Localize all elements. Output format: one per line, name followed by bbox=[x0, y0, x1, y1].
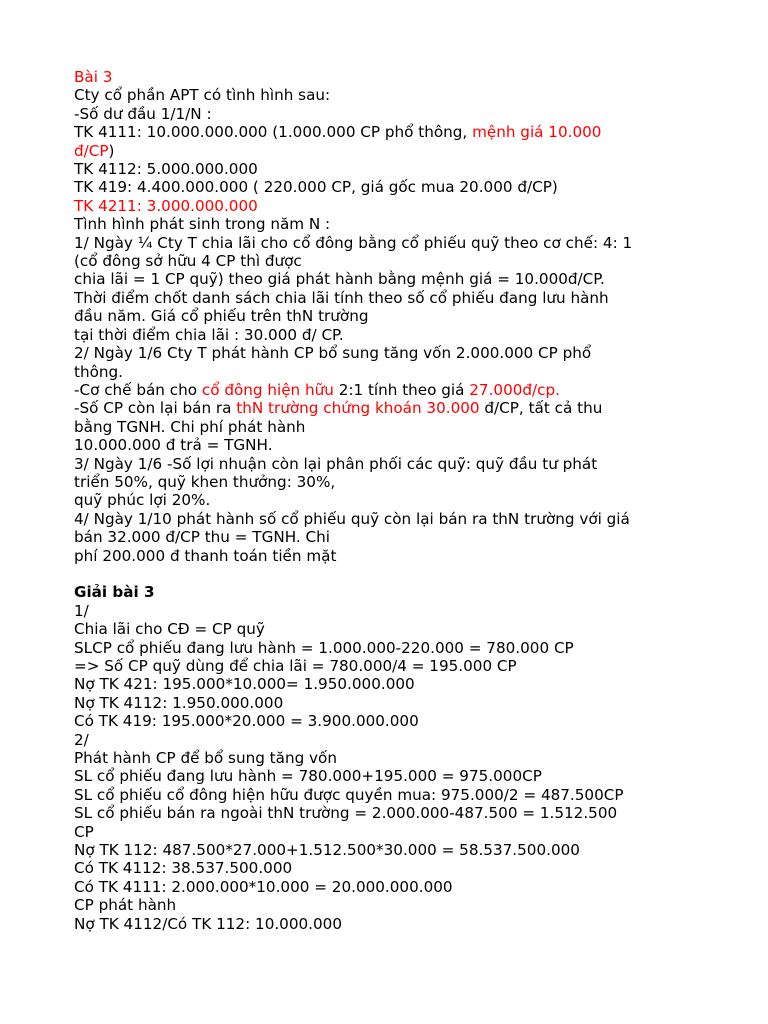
journal-entry: Nợ TK 4112/Có TK 112: 10.000.000 bbox=[74, 914, 342, 933]
item1-line: tại thời điểm chia lãi : 30.000 đ/ CP. bbox=[74, 325, 344, 344]
item2-remaining-tail: đ/CP, tất cả thu bbox=[479, 399, 603, 418]
problem-title: Bài 3 bbox=[74, 68, 113, 86]
item1-line: (cổ đông sở hữu 4 CP thì được bbox=[74, 252, 302, 271]
item2-line: 2/ Ngày 1/6 Cty T phát hành CP bổ sung tăng vốn 2.000.000 CP phổ bbox=[74, 344, 592, 363]
solution-line: CP bbox=[74, 822, 94, 841]
item2-line: bằng TGNH. Chi phí phát hành bbox=[74, 417, 306, 436]
solution-line: CP phát hành bbox=[74, 896, 177, 915]
tk4111-text: TK 4111: 10.000.000.000 (1.000.000 CP phổ thông, bbox=[74, 123, 473, 142]
tk419-line: TK 419: 4.400.000.000 ( 220.000 CP, giá gốc mua 20.000 đ/CP) bbox=[74, 178, 558, 197]
item2-mechanism-line bbox=[74, 381, 694, 399]
solution-line: Phát hành CP để bổ sung tăng vốn bbox=[74, 749, 337, 768]
problem-intro: Cty cổ phần APT có tình hình sau: bbox=[74, 86, 331, 105]
tk4111-par-unit: đ/CP bbox=[74, 141, 109, 160]
tk4111-par-value: mệnh giá 10.000 bbox=[472, 123, 602, 142]
solution-step-heading: 1/ bbox=[74, 601, 89, 620]
item3-line: triển 50%, quỹ khen thưởng: 30%, bbox=[74, 472, 336, 491]
solution-title: Giải bài 3 bbox=[74, 583, 155, 602]
item1-line: 1/ Ngày ¼ Cty T chia lãi cho cổ đông bằng cổ phiếu quỹ theo cơ chế: 4: 1 bbox=[74, 233, 633, 252]
solution-line: SL cổ phiếu cổ đông hiện hữu được quyền mua: 975.000/2 = 487.500CP bbox=[74, 785, 624, 804]
solution-step-heading: 2/ bbox=[74, 730, 89, 749]
item3-line: 3/ Ngày 1/6 -Số lợi nhuận còn lại phân phối các quỹ: quỹ đầu tư phát bbox=[74, 454, 598, 473]
item2-mechanism-text: -Cơ chế bán cho bbox=[74, 380, 202, 399]
item1-line: đầu năm. Giá cổ phiếu trên thN trường bbox=[74, 307, 369, 326]
existing-shareholders-highlight: cổ đông hiện hữu bbox=[201, 380, 334, 399]
item4-line: bán 32.000 đ/CP thu = TGNH. Chi bbox=[74, 528, 330, 547]
journal-entry: Nợ TK 421: 195.000*10.000= 1.950.000.000 bbox=[74, 675, 415, 694]
journal-entry: Nợ TK 4112: 1.950.000.000 bbox=[74, 693, 284, 712]
stock-market-highlight: thN trường chứng khoán 30.000 bbox=[236, 399, 480, 418]
during-year-heading: Tình hình phát sinh trong năm N : bbox=[74, 215, 331, 234]
item2-remaining-text: -Số CP còn lại bán ra bbox=[74, 399, 237, 418]
item2-mechanism-ratio: 2:1 tính theo giá bbox=[333, 380, 470, 399]
document-body bbox=[74, 68, 694, 933]
journal-entry: Có TK 4111: 2.000.000*10.000 = 20.000.000.000 bbox=[74, 877, 453, 896]
item2-line: 10.000.000 đ trả = TGNH. bbox=[74, 436, 273, 455]
tk4211-line: TK 4211: 3.000.000.000 bbox=[74, 196, 258, 215]
item2-price-highlight: 27.000đ/cp. bbox=[469, 380, 560, 399]
journal-entry: Có TK 4112: 38.537.500.000 bbox=[74, 859, 293, 878]
item1-line: Thời điểm chốt danh sách chia lãi tính theo số cổ phiếu đang lưu hành bbox=[74, 288, 609, 307]
solution-line: SLCP cổ phiếu đang lưu hành = 1.000.000-220.000 = 780.000 CP bbox=[74, 638, 574, 657]
item4-line: 4/ Ngày 1/10 phát hành số cổ phiếu quỹ còn lại bán ra thN trường với giá bbox=[74, 509, 630, 528]
item4-line: phí 200.000 đ thanh toán tiền mặt bbox=[74, 546, 337, 565]
tk4112-line: TK 4112: 5.000.000.000 bbox=[74, 160, 258, 179]
journal-entry: Nợ TK 112: 487.500*27.000+1.512.500*30.000 = 58.537.500.000 bbox=[74, 841, 580, 860]
item2-line: thông. bbox=[74, 362, 123, 381]
item3-line: quỹ phúc lợi 20%. bbox=[74, 491, 211, 510]
opening-balance-heading: -Số dư đầu 1/1/N : bbox=[74, 104, 212, 123]
item1-line: chia lãi = 1 CP quỹ) theo giá phát hành bằng mệnh giá = 10.000đ/CP. bbox=[74, 270, 605, 289]
journal-entry: Có TK 419: 195.000*20.000 = 3.900.000.000 bbox=[74, 712, 419, 731]
tk4111-line-cont bbox=[74, 142, 694, 160]
solution-line: SL cổ phiếu bán ra ngoài thN trường = 2.000.000-487.500 = 1.512.500 bbox=[74, 804, 618, 823]
solution-line: => Số CP quỹ dùng để chia lãi = 780.000/4 = 195.000 CP bbox=[74, 656, 517, 675]
solution-line: Chia lãi cho CĐ = CP quỹ bbox=[74, 620, 265, 639]
item2-remaining-line bbox=[74, 399, 694, 417]
tk4111-line bbox=[74, 123, 694, 141]
solution-line: SL cổ phiếu đang lưu hành = 780.000+195.000 = 975.000CP bbox=[74, 767, 542, 786]
spacer bbox=[74, 565, 694, 583]
tk4111-close: ) bbox=[108, 141, 115, 160]
